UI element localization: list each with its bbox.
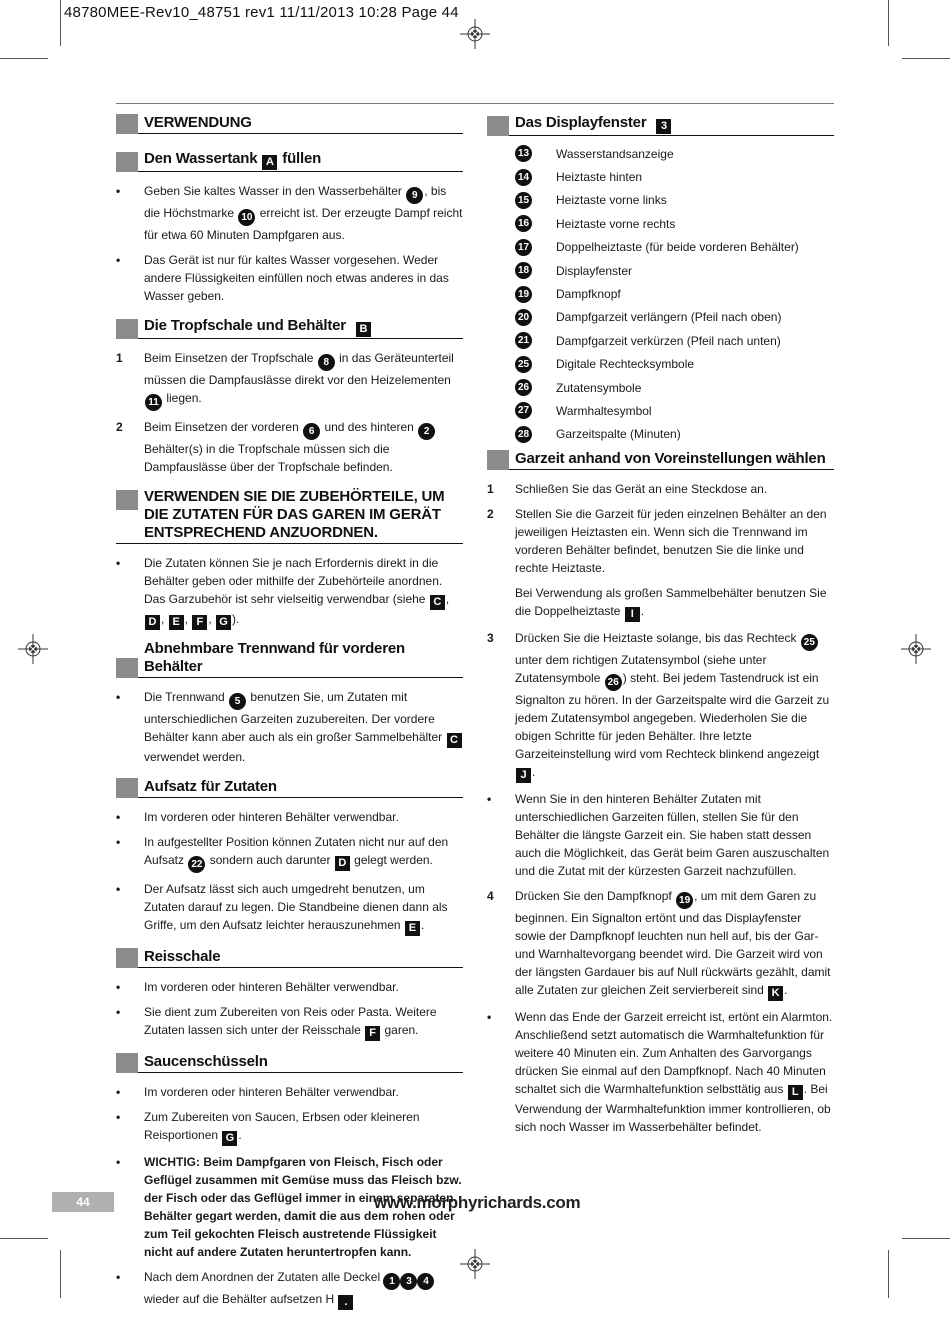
display-part-item [487,353,834,376]
section-heading [116,488,463,544]
wassertank-title: Den Wassertank A füllen [144,150,322,168]
part-label: Heiztaste vorne rechts [556,216,676,231]
part-number: 25 [801,634,818,651]
list-item: • Geben Sie kaltes Wasser in den Wasserbehälter 9 , bis die Höchstmarke 10 erreicht ist. Der erzeugte Dampf reicht für etwa 60 Minuten Dampfgaren aus. [116,184,463,242]
part-number: 22 [188,856,205,873]
part-number: 26 [515,379,532,396]
crop-mark [902,1238,950,1239]
part-number: 21 [515,332,532,349]
list-item: 1 Beim Einsetzen der Tropfschale 8 in das Geräteunterteil müssen die Dampfauslässe direkt vor den Heizelementen 11 liegen. [116,349,463,411]
garzeit-title: Garzeit anhand von Voreinstellungen wählen [515,450,826,468]
figure-label: C [430,595,445,610]
list-item: 4 Drücken Sie den Dampfknopf 19 , um mit dem Garen zu beginnen. Ein Signalton ertönt und das Displayfenster sowie der Dampfknopf leuchten nun hell auf, bis der Gar- und Warnhaltevorgang beendet wird. Die Garzeit wird von der längsten Gardauer bis auf Null rückwärts gezählt, damit alle Zutaten zur gleichen Zeit servierbereit sind K . [487,889,831,1000]
list-item: • Im vorderen oder hinteren Behälter verwendbar. [116,1085,399,1099]
crop-mark [902,58,950,59]
figure-label: E [169,615,184,630]
figure-label: E [405,921,420,936]
print-slug: 48780MEE-Rev10_48751 rev1 11/11/2013 10:28 Page 44 [64,4,459,21]
list-item: • Der Aufsatz lässt sich auch umgedreht benutzen, um Zutaten darauf zu legen. Die Standbeine dienen dann als Griffe, um den Aufsatz leichter herauszunehmen E . [116,882,448,934]
part-label: Heiztaste vorne links [556,193,667,208]
list-item: • Zum Zubereiten von Saucen, Erbsen oder kleineren Reisportionen G . [116,1110,420,1144]
part-number: 13 [515,145,532,162]
part-number: 19 [676,892,693,909]
list-item: 2 Stellen Sie die Garzeit für jeden einzelnen Behälter an den jeweiligen Heiztasten ein. Wenn sich die Trennwand im vorderen Behälter befindet, benutzen Sie die linke und rechte Heiztaste. [487,507,827,576]
figure-label: B [356,322,371,337]
reisschale-title: Reisschale [144,948,221,965]
sauce-title: Saucenschüsseln [144,1053,268,1070]
display-part-item [487,259,834,282]
part-label: Zutatensymbole [556,380,642,395]
display-part-item [487,329,834,352]
crop-mark [0,1238,48,1239]
figure-label: C [447,733,462,748]
display-part-item [487,399,834,422]
part-number: 6 [303,423,320,440]
section-heading [116,317,463,339]
part-number: 5 [229,693,246,710]
part-number: 15 [515,192,532,209]
part-number: 8 [318,354,335,371]
part-number: 18 [515,262,532,279]
verwendung-title: VERWENDUNG [144,114,252,131]
part-number: 28 [515,426,532,443]
figure-label: A [262,155,277,170]
part-number: 25 [515,356,532,373]
crop-mark [0,58,48,59]
website-url[interactable]: www.morphyrichards.com [374,1193,581,1212]
display-title: Das Displayfenster 3 [515,114,672,135]
display-part-item [487,282,834,305]
figure-label: I [625,607,640,622]
part-label: Dampfgarzeit verlängern (Pfeil nach oben) [556,310,782,325]
part-number: 2 [418,423,435,440]
display-part-item [487,376,834,399]
part-number: 26 [605,674,622,691]
crop-mark [60,1250,61,1298]
figure-label: F [192,615,207,630]
list-subparagraph: Bei Verwendung als großen Sammelbehälter benutzen Sie die Doppelheiztaste I . [515,586,827,621]
list-item: • Im vorderen oder hinteren Behälter verwendbar. [116,980,399,994]
zubehoer-title: VERWENDEN SIE DIE ZUBEHÖRTEILE, UM DIE ZUTATEN FÜR DAS GAREN IM GERÄT ENTSPRECHEND ANZUORDNEN. [144,488,445,541]
list-item: • Wenn Sie in den hinteren Behälter Zutaten mit unterschiedlichen Garzeiten füllen, stellen Sie für den Behälter die längste Garzeit ein. Sie haben statt dessen auch die Möglichkeit, das Gerät beim Garen auszuschalten und die Zutat mit der kürzesten Garzeit nachzufüllen. [487,792,830,879]
figure-label: D [335,856,350,871]
crop-mark [888,0,889,46]
tropfschale-title: Die Tropfschale und Behälter B [144,317,372,338]
part-label: Dampfknopf [556,287,621,302]
crop-mark [888,1250,889,1298]
display-part-item [487,212,834,235]
part-number: 20 [515,309,532,326]
figure-label: G [222,1131,237,1146]
part-number: 9 [406,187,423,204]
top-rule [116,103,834,104]
part-number: 17 [515,239,532,256]
figure-label: K [768,986,783,1001]
crop-mark [60,0,61,46]
list-item: • Die Zutaten können Sie je nach Erfordernis direkt in die Behälter geben oder mithilfe der Zubehörteile anordnen. Das Garzubehör ist sehr vielseitig verwendbar (siehe C , D , E , F , G ). [116,556,450,628]
part-number: 16 [515,215,532,232]
page-number: 44 [52,1192,114,1212]
list-item: • In aufgestellter Position können Zutaten nicht nur auf den Aufsatz 22 sondern auch darunter D gelegt werden. [116,833,463,873]
list-item: 2 Beim Einsetzen der vorderen 6 und des hinteren 2 Behälter(s) in die Tropfschale müssen sich die Dampfauslässe über der Tropfschale befinden. [116,418,463,476]
part-label: Garzeitspalte (Minuten) [556,427,681,442]
figure-label: D [145,615,160,630]
trennwand-title: Abnehmbare Trennwand für vorderen Behälter [144,640,405,675]
part-number: 4 [417,1273,434,1290]
part-number: 3 [400,1273,417,1290]
display-parts-list [487,142,834,446]
part-number: 11 [145,394,162,411]
figure-label: 3 [656,119,671,134]
registration-mark-icon [18,634,48,664]
aufsatz-title: Aufsatz für Zutaten [144,778,277,795]
section-heading [116,778,463,798]
part-label: Heiztaste hinten [556,170,643,185]
list-item: • Wenn das Ende der Garzeit erreicht ist, ertönt ein Alarmton. Anschließend setzt automatisch die Warmhaltefunktion für weitere 40 Minuten ein. Zum Anhalten des Garvorgangs drücken Sie einmal auf den Dampfknopf. Nach 40 Minuten schaltet sich die Warmhaltefunktion selbsttätig aus L . Bei Verwendung der Warmhaltefunktion immer kontrollieren, ob sich noch Wasser im Wasserbehälter befindet. [487,1010,833,1135]
display-part-item [487,306,834,329]
part-label: Wasserstandsanzeige [556,146,674,161]
figure-label: F [365,1026,380,1041]
section-heading [116,114,463,134]
right-column [487,114,834,1143]
display-part-item [487,189,834,212]
registration-mark-icon [460,19,490,49]
section-heading [116,150,463,172]
list-item: 3 Drücken Sie die Heiztaste solange, bis das Rechteck 25 unter dem richtigen Zutatensymbol (siehe unter Zutatensymbole 26 ) steht. Bei jedem Tastendruck ist ein Signalton zu hören. In der Garzeitspalte wird die Garzeit zu jedem Zutatensymbol angegeben. Wiederholen Sie die obigen Schritte für jeden Behälter. Ihre letzte Garzeiteinstellung wird vom Rechteck blinkend angezeigt J . [487,631,830,782]
part-number: 27 [515,402,532,419]
part-number: 1 [383,1273,400,1290]
section-heading [116,948,463,968]
left-column [116,114,463,1317]
part-label: Dampfgarzeit verkürzen (Pfeil nach unten) [556,333,781,348]
part-label: Doppelheiztaste (für beide vorderen Behälter) [556,240,799,255]
section-heading [116,1053,463,1073]
display-part-item [487,142,834,165]
section-heading [487,450,834,470]
list-item: • Das Gerät ist nur für kaltes Wasser vorgesehen. Weder andere Flüssigkeiten einfüllen noch etwas anderes in das Wasser geben. [116,253,449,303]
list-item: • Sie dient zum Zubereiten von Reis oder Pasta. Weitere Zutaten lassen sich unter der Reisschale F garen. [116,1005,437,1039]
figure-label: . [338,1295,353,1310]
list-item: • Im vorderen oder hinteren Behälter verwendbar. [116,810,399,824]
list-item: • Nach dem Anordnen der Zutaten alle Deckel 1 3 4 wieder auf die Behälter aufsetzen H . [116,1268,463,1310]
part-label: Displayfenster [556,263,633,278]
part-number: 10 [238,209,255,226]
section-heading [116,640,463,678]
display-part-item [487,236,834,259]
list-item: • Die Trennwand 5 benutzen Sie, um Zutaten mit unterschiedlichen Garzeiten zuzubereiten. Der vordere Behälter kann aber auch als ein großer Sammelbehälter C verwendet werden. [116,688,463,766]
registration-mark-icon [460,1249,490,1279]
list-item: 1 Schließen Sie das Gerät an eine Steckdose an. [487,482,768,497]
part-label: Warmhaltesymbol [556,403,652,418]
part-number: 14 [515,169,532,186]
display-part-item [487,165,834,188]
warning-item: • WICHTIG: Beim Dampfgaren von Fleisch, Fisch oder Geflügel zusammen mit Gemüse muss das Fleisch bzw. der Fisch oder das Geflügel immer in einem separaten Behälter gegart werden, damit die aus dem rohen oder zum Teil gekochten Fleisch austretende Flüssigkeit nicht auf andere Zutaten heruntertropfen kann. [116,1155,462,1259]
display-part-item [487,423,834,446]
figure-label: L [788,1085,803,1100]
section-heading [487,114,834,136]
part-label: Digitale Rechtecksymbole [556,357,695,372]
figure-label: G [216,615,231,630]
part-number: 19 [515,286,532,303]
registration-mark-icon [901,634,931,664]
figure-label: J [516,768,531,783]
